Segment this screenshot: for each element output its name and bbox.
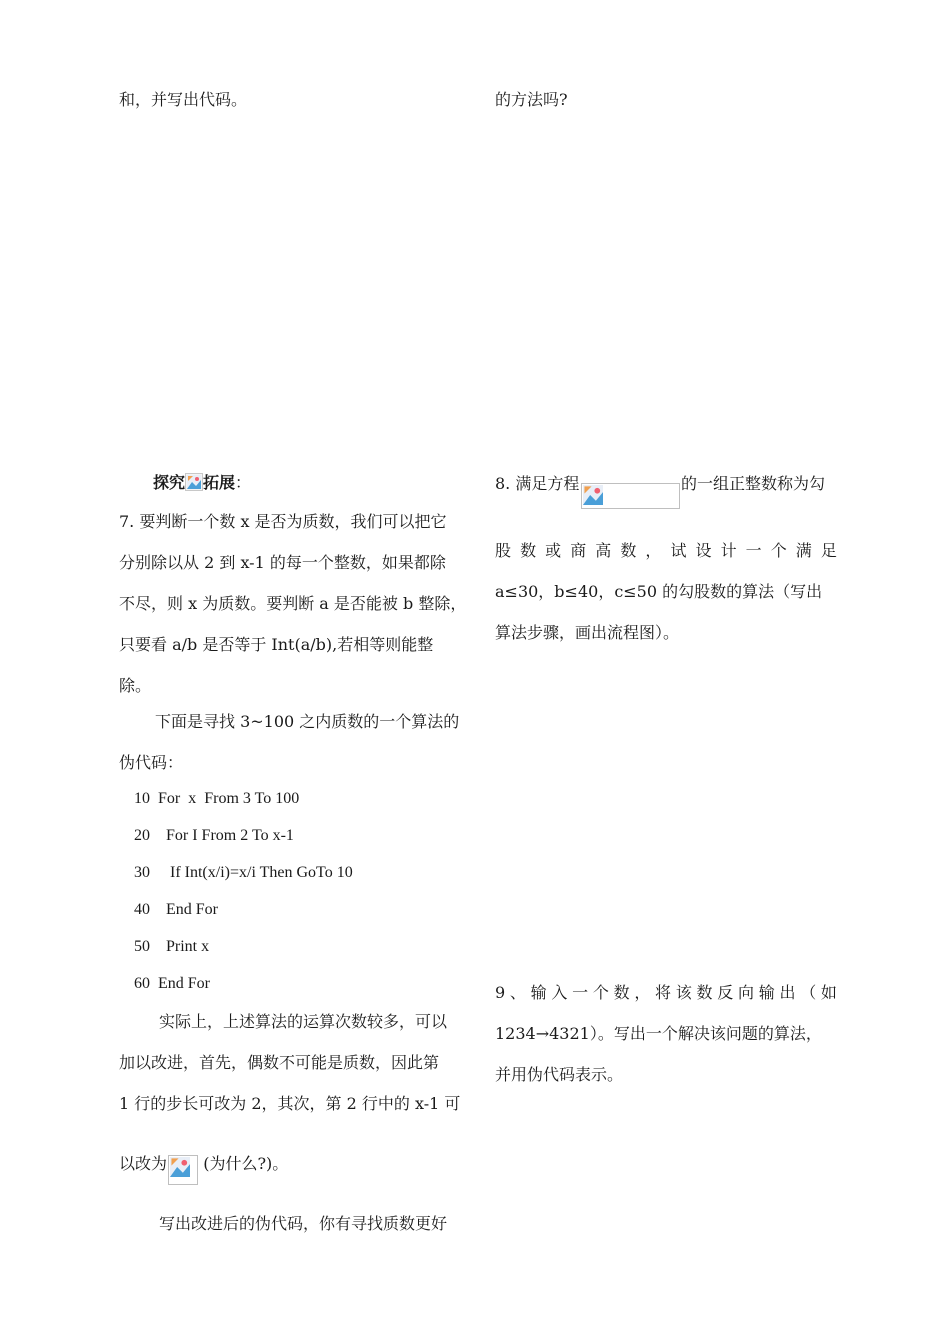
q9-char: 向 [737, 983, 754, 1002]
q9-char: 该 [675, 983, 692, 1002]
q7-line-4: 只要看 a/b 是否等于 Int(a/b),若相等则能整 [119, 635, 434, 654]
section-title-colon: ： [235, 473, 252, 492]
q9-char: 反 [717, 983, 734, 1002]
q8-line-1-prefix: 8. 满足方程 [495, 474, 580, 493]
q9-char: 9 [495, 983, 506, 1002]
change-to-line [119, 1153, 288, 1185]
q8-line-1-suffix: 的一组正整数称为勾 [681, 474, 826, 493]
q9-line-3: 并用伪代码表示。 [495, 1065, 624, 1084]
section-title-part-b: 拓展 [203, 473, 236, 492]
q8-char: 设 [695, 541, 712, 560]
q8-char: 数 [520, 541, 537, 560]
code-line-40: 40 End For [134, 901, 218, 918]
q8-char: 计 [720, 541, 737, 560]
code-line-20: 20 For I From 2 To x-1 [134, 827, 294, 844]
code-line-60: 60 End For [134, 975, 210, 992]
q8-char: 数 [620, 541, 637, 560]
q8-line-3: a≤30，b≤40，c≤50 的勾股数的算法（写出 [495, 582, 823, 601]
intro-line-1: 下面是寻找 3~100 之内质数的一个算法的 [155, 712, 460, 731]
q9-char: ， [634, 983, 651, 1002]
q9-char: 个 [592, 983, 609, 1002]
q8-char: 试 [670, 541, 687, 560]
q9-char: 一 [572, 983, 589, 1002]
q7-line-5: 除。 [119, 676, 152, 695]
q9-char: 数 [696, 983, 713, 1002]
broken-image-icon [185, 473, 203, 491]
q7-line-1: 7. 要判断一个数 x 是否为质数，我们可以把它 [119, 512, 447, 531]
code-line-30: 30 If Int(x/i)=x/i Then GoTo 10 [134, 864, 353, 881]
q7-line-3: 不尽，则 x 为质数。要判断 a 是否能被 b 整除， [119, 594, 467, 613]
left-top-line: 和，并写出代码。 [119, 90, 248, 109]
q7-line-2: 分别除以从 2 到 x-1 的每一个整数，如果都除 [119, 553, 446, 572]
right-top-line: 的方法吗? [495, 90, 568, 109]
q8-line-2 [495, 540, 837, 562]
q9-char: 如 [820, 983, 837, 1002]
equation-image [168, 1155, 198, 1185]
q8-line-4: 算法步骤，画出流程图）。 [495, 623, 680, 642]
q9-char: 将 [655, 983, 672, 1002]
q8-char: 或 [545, 541, 562, 560]
code-line-10: 10 For x From 3 To 100 [134, 790, 300, 807]
left-last-line: 写出改进后的伪代码，你有寻找质数更好 [159, 1214, 448, 1233]
improve-line-3: 1 行的步长可改为 2，其次，第 2 行中的 x-1 可 [119, 1094, 461, 1113]
change-to-prefix: 以改为 [119, 1154, 168, 1173]
q8-char: 满 [795, 541, 812, 560]
q9-char: 数 [613, 983, 630, 1002]
q9-line-2: 1234→4321）。写出一个解决该问题的算法， [495, 1024, 822, 1043]
intro-line-2: 伪代码： [119, 753, 184, 772]
q8-char: 股 [495, 541, 512, 560]
q9-line-1 [495, 982, 837, 1004]
section-title [153, 472, 251, 494]
improve-line-1: 实际上，上述算法的运算次数较多，可以 [159, 1012, 448, 1031]
q9-char: 输 [530, 983, 547, 1002]
q8-char: 商 [570, 541, 587, 560]
q9-char: （ [800, 983, 817, 1002]
q9-char: 、 [509, 983, 526, 1002]
improve-line-2: 加以改进，首先，偶数不可能是质数，因此第 [119, 1053, 440, 1072]
q8-char: 足 [820, 541, 837, 560]
q8-char: 高 [595, 541, 612, 560]
code-line-50: 50 Print x [134, 938, 210, 955]
change-to-suffix: (为什么?)。 [203, 1154, 289, 1173]
equation-image-box [581, 483, 680, 509]
q9-char: 输 [758, 983, 775, 1002]
q8-char: ， [645, 541, 662, 560]
q8-char: 一 [745, 541, 762, 560]
section-title-part-a: 探究 [153, 473, 186, 492]
q8-char: 个 [770, 541, 787, 560]
q9-char: 入 [551, 983, 568, 1002]
q9-char: 出 [779, 983, 796, 1002]
